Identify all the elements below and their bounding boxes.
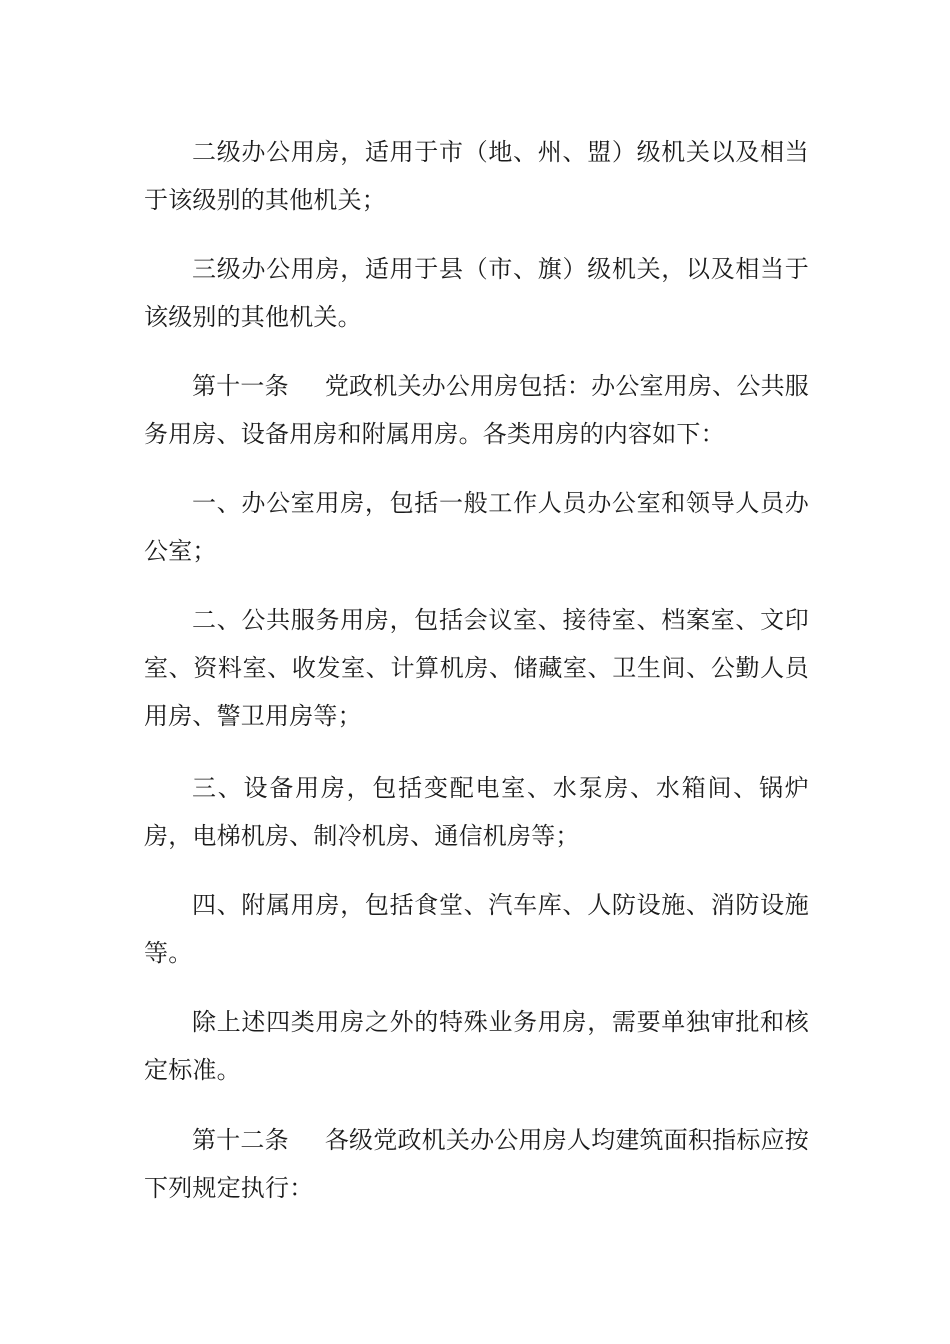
paragraph-special-use: 除上述四类用房之外的特殊业务用房，需要单独审批和核定标准。 <box>144 1008 809 1084</box>
paragraph-office-level-3: 三级办公用房，适用于县（市、旗）级机关，以及相当于该级别的其他机关。 <box>144 255 809 331</box>
article-body: 各级党政机关办公用房人均建筑面积指标应按下列规定执行： <box>144 1126 809 1202</box>
article-number: 第十一条 <box>192 372 289 400</box>
paragraph-office-level-2: 二级办公用房，适用于市（地、州、盟）级机关以及相当于该级别的其他机关； <box>144 138 809 214</box>
paragraph-item-1: 一、办公室用房，包括一般工作人员办公室和领导人员办公室； <box>144 489 809 565</box>
paragraph-item-3: 三、设备用房，包括变配电室、水泵房、水箱间、锅炉房，电梯机房、制冷机房、通信机房等； <box>144 774 809 850</box>
paragraph-article-12 <box>144 1116 809 1212</box>
paragraph-item-2: 二、公共服务用房，包括会议室、接待室、档案室、文印室、资料室、收发室、计算机房、储藏室、卫生间、公勤人员用房、警卫用房等； <box>144 606 809 730</box>
paragraph-article-11 <box>144 362 809 458</box>
article-body: 党政机关办公用房包括：办公室用房、公共服务用房、设备用房和附属用房。各类用房的内容如下： <box>144 372 809 448</box>
article-number: 第十二条 <box>192 1126 289 1154</box>
paragraph-item-4: 四、附属用房，包括食堂、汽车库、人防设施、消防设施等。 <box>144 891 809 967</box>
